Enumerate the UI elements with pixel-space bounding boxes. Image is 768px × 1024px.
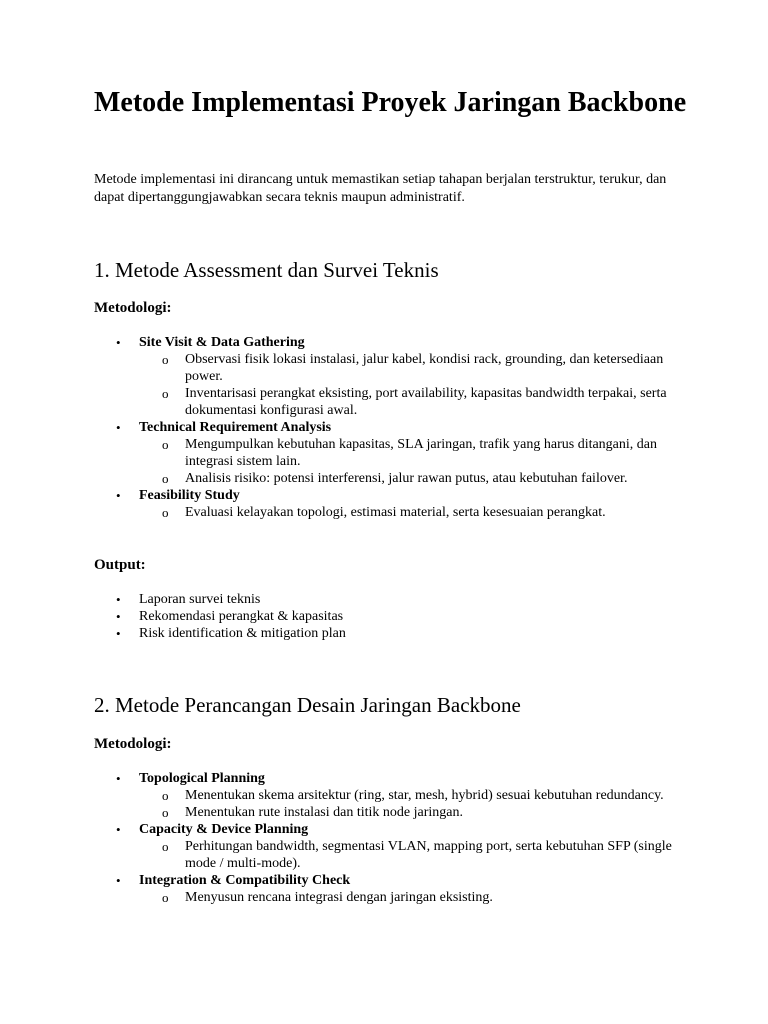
- section-1-method-list: [94, 334, 694, 521]
- method-detail: Inventarisasi perangkat eksisting, port availability, kapasitas bandwidth terpakai, serta dokumentasi konfigurasi awal.: [185, 386, 667, 418]
- section-1-output-label: Output:: [94, 557, 146, 573]
- section-2-method-list: [94, 770, 694, 906]
- list-item: [94, 804, 694, 821]
- method-detail: Menentukan rute instalasi dan titik node jaringan.: [185, 805, 463, 820]
- bullet-icon: •: [116, 771, 121, 786]
- list-item: [94, 608, 694, 625]
- method-label: Feasibility Study: [139, 488, 240, 503]
- method-label: Site Visit & Data Gathering: [139, 335, 305, 350]
- section-2: [94, 692, 694, 905]
- sub-bullet-icon: o: [162, 471, 169, 486]
- intro-paragraph: Metode implementasi ini dirancang untuk memastikan setiap tahapan berjalan terstruktur, terukur, dan dapat dipertanggungjawabkan secara teknis maupun administratif.: [94, 172, 667, 205]
- sub-bullet-icon: o: [162, 352, 169, 367]
- list-item: [94, 504, 694, 521]
- output-text: Risk identification & mitigation plan: [139, 626, 346, 641]
- section-1-output-list: [94, 591, 694, 642]
- method-label: Topological Planning: [139, 771, 265, 786]
- bullet-icon: •: [116, 592, 121, 607]
- output-text: Laporan survei teknis: [139, 592, 261, 607]
- list-item: [94, 787, 694, 804]
- section-1: [94, 257, 694, 641]
- list-item: [94, 591, 694, 608]
- method-detail: Analisis risiko: potensi interferensi, jalur rawan putus, atau kebutuhan failover.: [185, 471, 628, 486]
- list-item: [94, 770, 694, 821]
- bullet-icon: •: [116, 626, 121, 641]
- list-item: [94, 351, 694, 385]
- method-detail: Observasi fisik lokasi instalasi, jalur kabel, kondisi rack, grounding, dan ketersediaan power.: [185, 352, 664, 384]
- sub-bullet-icon: o: [162, 890, 169, 905]
- method-label: Technical Requirement Analysis: [139, 420, 332, 435]
- section-2-heading: 2. Metode Perancangan Desain Jaringan Backbone: [94, 693, 521, 717]
- bullet-icon: •: [116, 873, 121, 888]
- method-detail: Mengumpulkan kebutuhan kapasitas, SLA jaringan, trafik yang harus ditangani, dan integrasi sistem lain.: [185, 437, 658, 469]
- list-item: [94, 334, 694, 419]
- method-detail: Perhitungan bandwidth, segmentasi VLAN, mapping port, serta kebutuhan SFP (single mode / multi-mode).: [185, 839, 672, 871]
- bullet-icon: •: [116, 488, 121, 503]
- list-item: [94, 385, 694, 419]
- list-item: [94, 821, 694, 872]
- sub-bullet-icon: o: [162, 788, 169, 803]
- list-item: [94, 872, 694, 906]
- bullet-icon: •: [116, 822, 121, 837]
- sub-bullet-icon: o: [162, 805, 169, 820]
- method-detail: Evaluasi kelayakan topologi, estimasi material, serta kesesuaian perangkat.: [185, 505, 606, 520]
- bullet-icon: •: [116, 420, 121, 435]
- section-2-metodologi-label: Metodologi:: [94, 736, 172, 752]
- sub-bullet-icon: o: [162, 505, 169, 520]
- section-1-metodologi-label: Metodologi:: [94, 300, 172, 316]
- bullet-icon: •: [116, 335, 121, 350]
- method-label: Capacity & Device Planning: [139, 822, 309, 837]
- method-label: Integration & Compatibility Check: [139, 873, 351, 888]
- method-detail: Menyusun rencana integrasi dengan jaringan eksisting.: [185, 890, 493, 905]
- method-detail: Menentukan skema arsitektur (ring, star, mesh, hybrid) sesuai kebutuhan redundancy.: [185, 788, 664, 803]
- list-item: [94, 419, 694, 487]
- list-item: [94, 470, 694, 487]
- bullet-icon: •: [116, 609, 121, 624]
- sub-bullet-icon: o: [162, 437, 169, 452]
- sub-bullet-icon: o: [162, 386, 169, 401]
- sub-bullet-icon: o: [162, 839, 169, 854]
- list-item: [94, 838, 694, 872]
- document-title: Metode Implementasi Proyek Jaringan Backbone: [94, 87, 687, 118]
- section-1-heading: 1. Metode Assessment dan Survei Teknis: [94, 258, 439, 282]
- list-item: [94, 889, 694, 906]
- list-item: [94, 436, 694, 470]
- list-item: [94, 625, 694, 642]
- output-text: Rekomendasi perangkat & kapasitas: [139, 609, 344, 624]
- list-item: [94, 487, 694, 521]
